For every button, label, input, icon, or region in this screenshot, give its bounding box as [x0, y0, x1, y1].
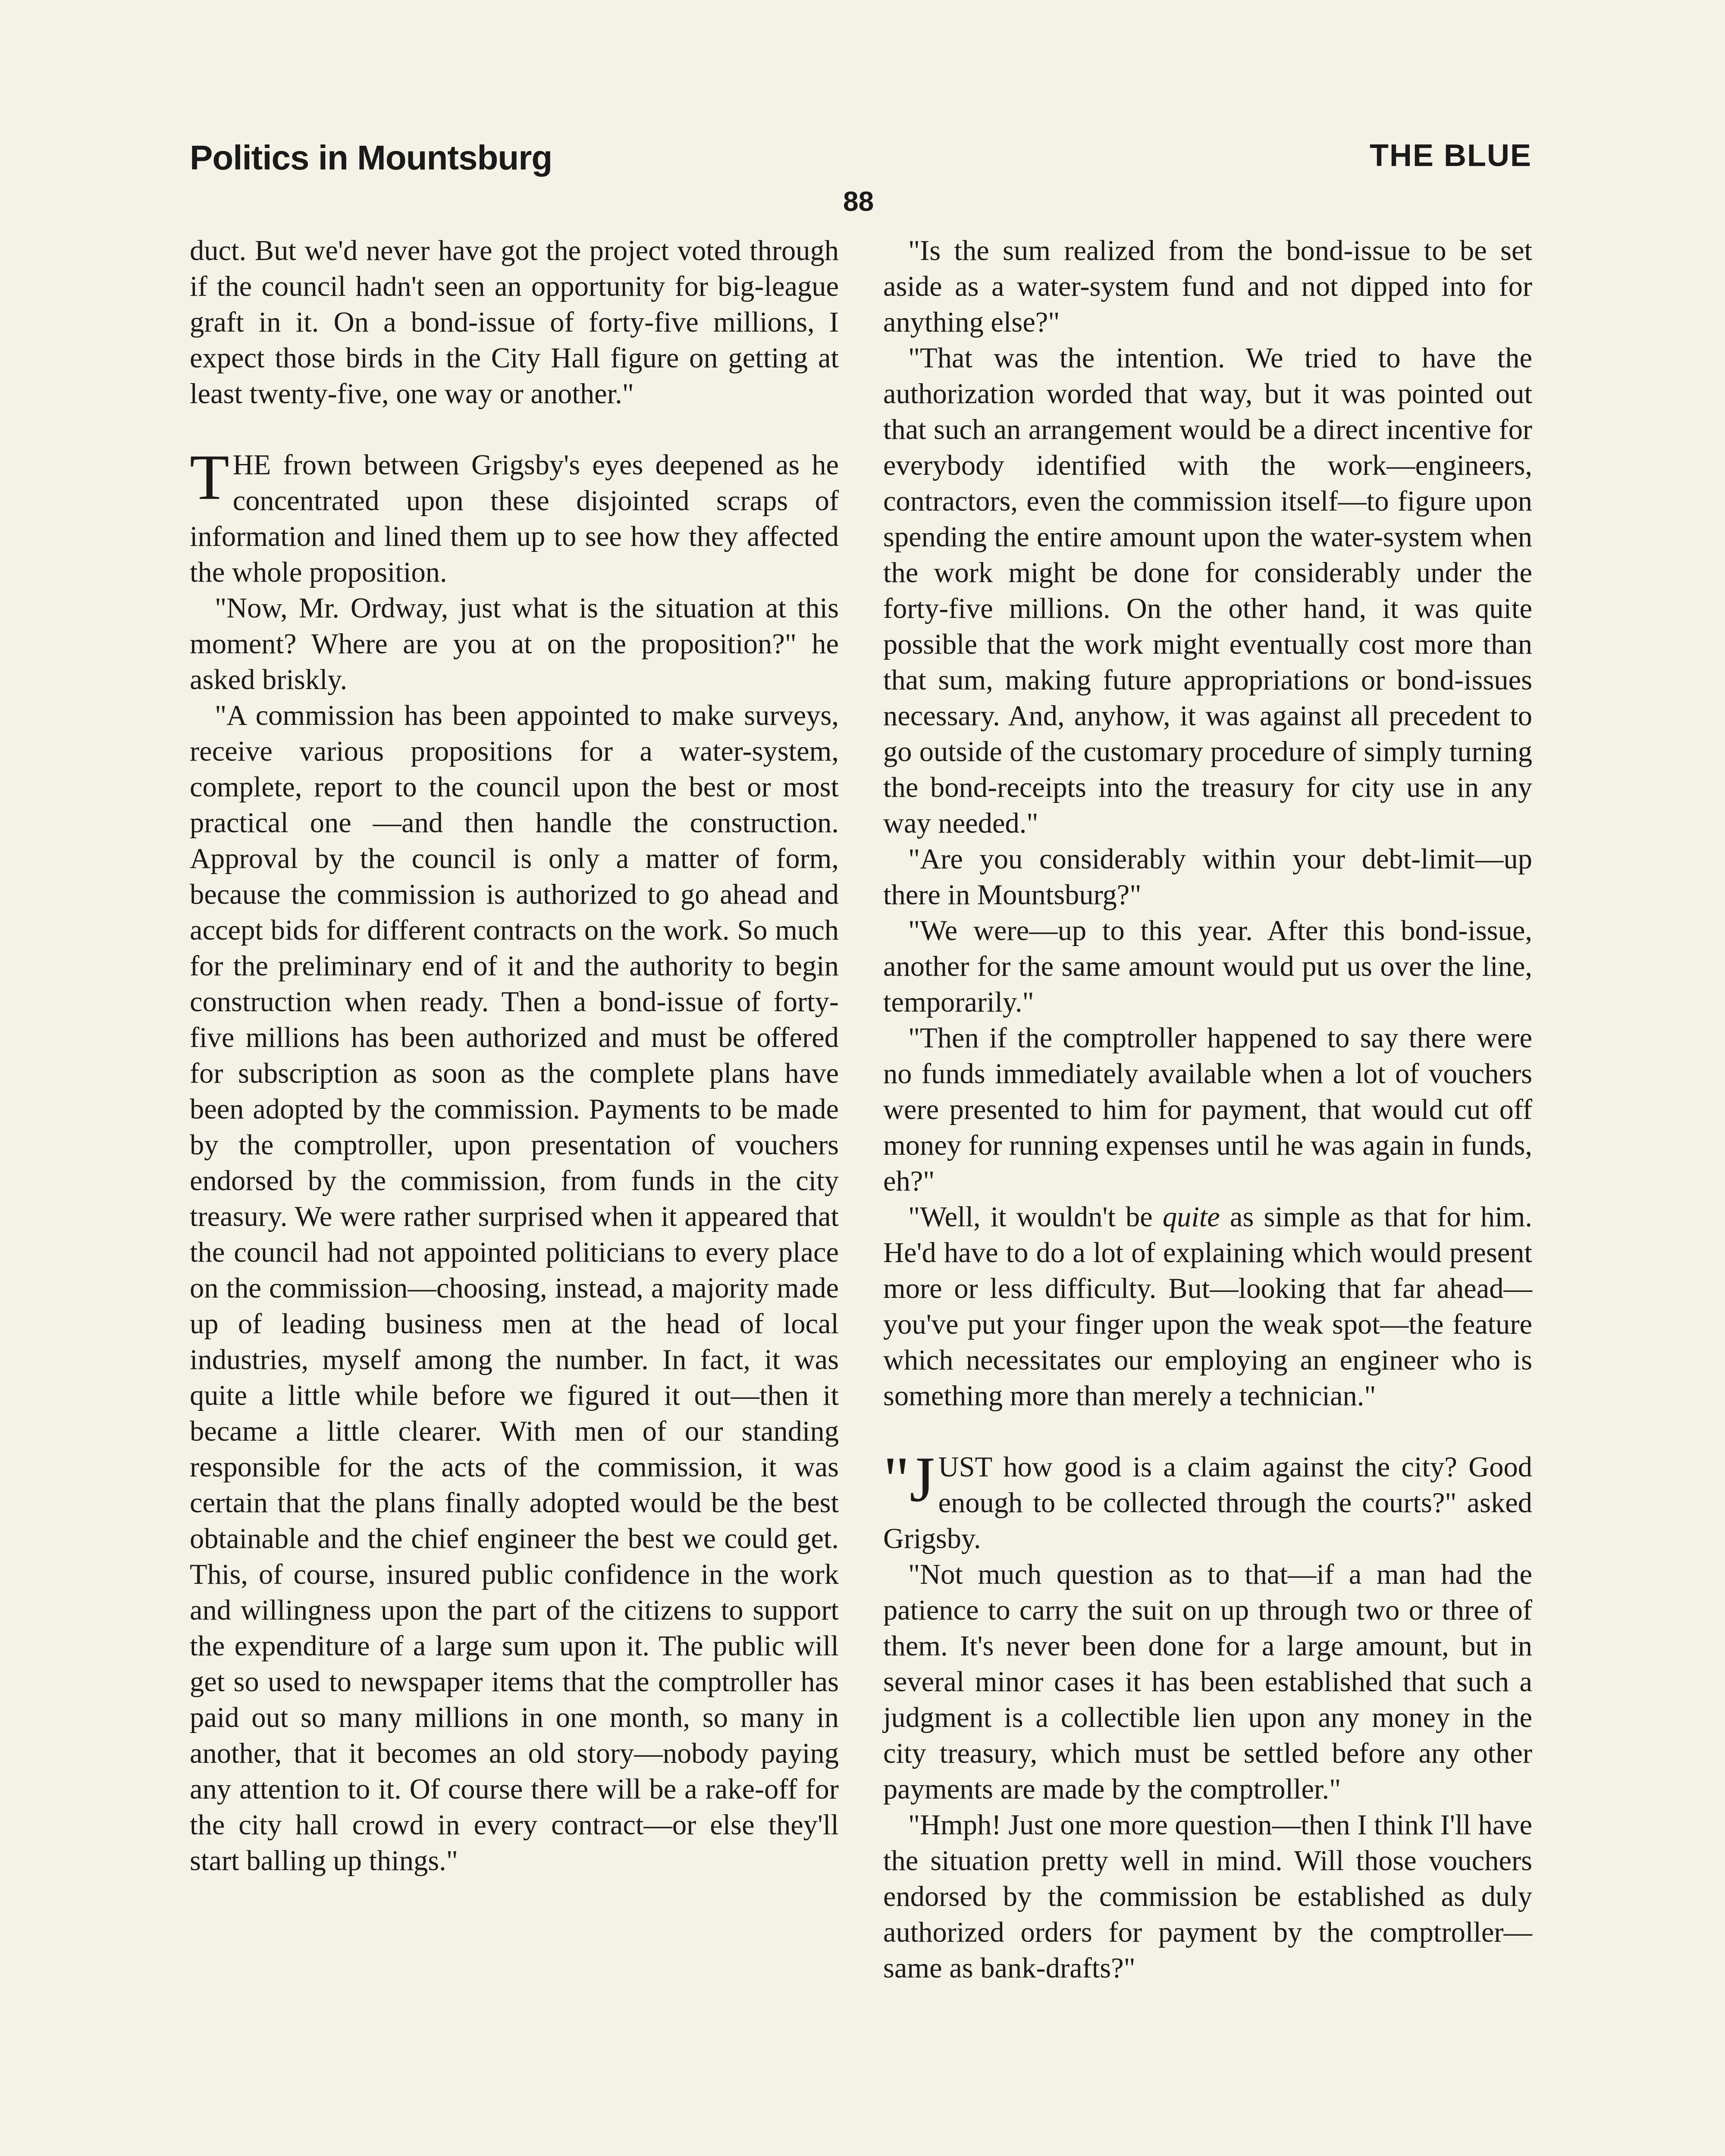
left-paragraph-4: "A commission has been appointed to make surveys, receive various propositions for a water-system, complete, report to the council upon the best or most practical one —and then handle the construction. Approval by the council is only a matter of form, because the commission is authorized to go ahead and accept bids for different contracts on the work. So much for the preliminary end of it and the authority to begin construction when ready. Then a bond-issue of forty-five millions has been authorized and must be offered for subscription as soon as the complete plans have been adopted by the commission. Payments to be made by the comptroller, upon presentation of vouchers endorsed by the commission, from funds in the city treasury. We were rather surprised when it appeared that the council had not appointed politicians to every place on the commission—choosing, instead, a majority made up of leading business men at the head of local industries, myself among the number. In fact, it was quite a little while before we figured it out—then it became a little clearer. With men of our standing responsible for the acts of the commission, it was certain that the plans finally adopted would be the best obtainable and the chief engineer the best we could get. This, of course, insured public confidence in the work and willingness upon the part of the citizens to support the expenditure of a large sum upon it. The public will get so used to newspaper items that the comptroller has paid out so many millions in one month, so many in another, that it becomes an old story—nobody paying any attention to it. Of course there will be a rake-off for the city hall crowd in every contract—or else they'll start balling up things." [190, 700, 839, 1877]
paragraph-text: as simple as that for him. He'd have to do a lot of explaining which would present more or less difficulty. But—looking that far ahead—you've put your finger upon the weak spot—the feature which necessitates our employing an engineer who is something more than merely a technician." [883, 1201, 1532, 1412]
paragraph-text: frown between Grigsby's eyes deepened as he concentrated upon these disjointed scraps of information and lined them up to see how they affected the whole proposition. [190, 449, 839, 588]
right-paragraph-8: "Not much question as to that—if a man had the patience to carry the suit on up through two or three of them. It's never been done for a large amount, but in several minor cases it has been established that such a judgment is a collectible lien upon any money in the city treasury, which must be settled before any other payments are made by the comptroller." [883, 1559, 1532, 1805]
right-paragraph-9: "Hmph! Just one more question—then I think I'll have the situation pretty well in mind. Will those vouchers endorsed by the commission be established as duly authorized orders for payment by the comptroller—same as bank-drafts?" [883, 1809, 1532, 1984]
drop-cap-j [883, 1444, 935, 1515]
opening-quote: " [883, 1444, 910, 1515]
right-paragraph-5: "Then if the comptroller happened to say there were no funds immediately available when a lot of vouchers were presented to him for payment, that would cut off money for running expenses until he was again in funds, eh?" [883, 1022, 1532, 1197]
page-number: 88 [843, 186, 874, 217]
right-paragraph-1: "Is the sum realized from the bond-issue to be set aside as a water-system fund and not dipped into for anything else?" [883, 235, 1532, 338]
paragraph-text: how good is a claim against the city? Good enough to be collected through the courts?" asked Grigsby. [883, 1451, 1532, 1554]
drop-cap-letter: J [910, 1444, 935, 1515]
opening-caps: UST [938, 1451, 992, 1483]
right-paragraph-6 [883, 1199, 1532, 1414]
left-paragraph-1: duct. But we'd never have got the project voted through if the council hadn't seen an opportunity for big-league graft in it. On a bond-issue of forty-five millions, I expect those birds in the City Hall figure on getting at least twenty-five, one way or another." [190, 235, 839, 410]
left-paragraph-2 [190, 442, 839, 590]
running-head-magazine-title: THE BLUE [1370, 138, 1532, 173]
paragraph-text: "Well, it wouldn't be [908, 1201, 1163, 1233]
right-paragraph-7 [883, 1444, 1532, 1557]
running-head-story-title: Politics in Mountsburg [190, 138, 552, 177]
right-paragraph-3: "Are you considerably within your debt-limit—up there in Mountsburg?" [883, 843, 1532, 911]
drop-cap-t: T [190, 442, 229, 513]
italic-word: quite [1162, 1201, 1220, 1233]
right-paragraph-4: "We were—up to this year. After this bond-issue, another for the same amount would put us over the line, temporarily." [883, 915, 1532, 1018]
left-paragraph-3: "Now, Mr. Ordway, just what is the situation at this moment? Where are you at on the proposition?" he asked briskly. [190, 592, 839, 696]
right-column [883, 233, 1532, 1986]
right-paragraph-2: "That was the intention. We tried to have the authorization worded that way, but it was pointed out that such an arrangement would be a direct incentive for everybody identified with the work—engineers, contractors, even the commission itself—to figure upon spending the entire amount upon the water-system when the work might be done for considerably under the forty-five millions. On the other hand, it was quite possible that the work might eventually cost more than that sum, making future appropriations or bond-issues necessary. And, anyhow, it was against all precedent to go outside of the customary procedure of simply turning the bond-receipts into the treasury for city use in any way needed." [883, 342, 1532, 839]
opening-caps: HE [232, 449, 271, 481]
left-column [190, 233, 839, 1879]
